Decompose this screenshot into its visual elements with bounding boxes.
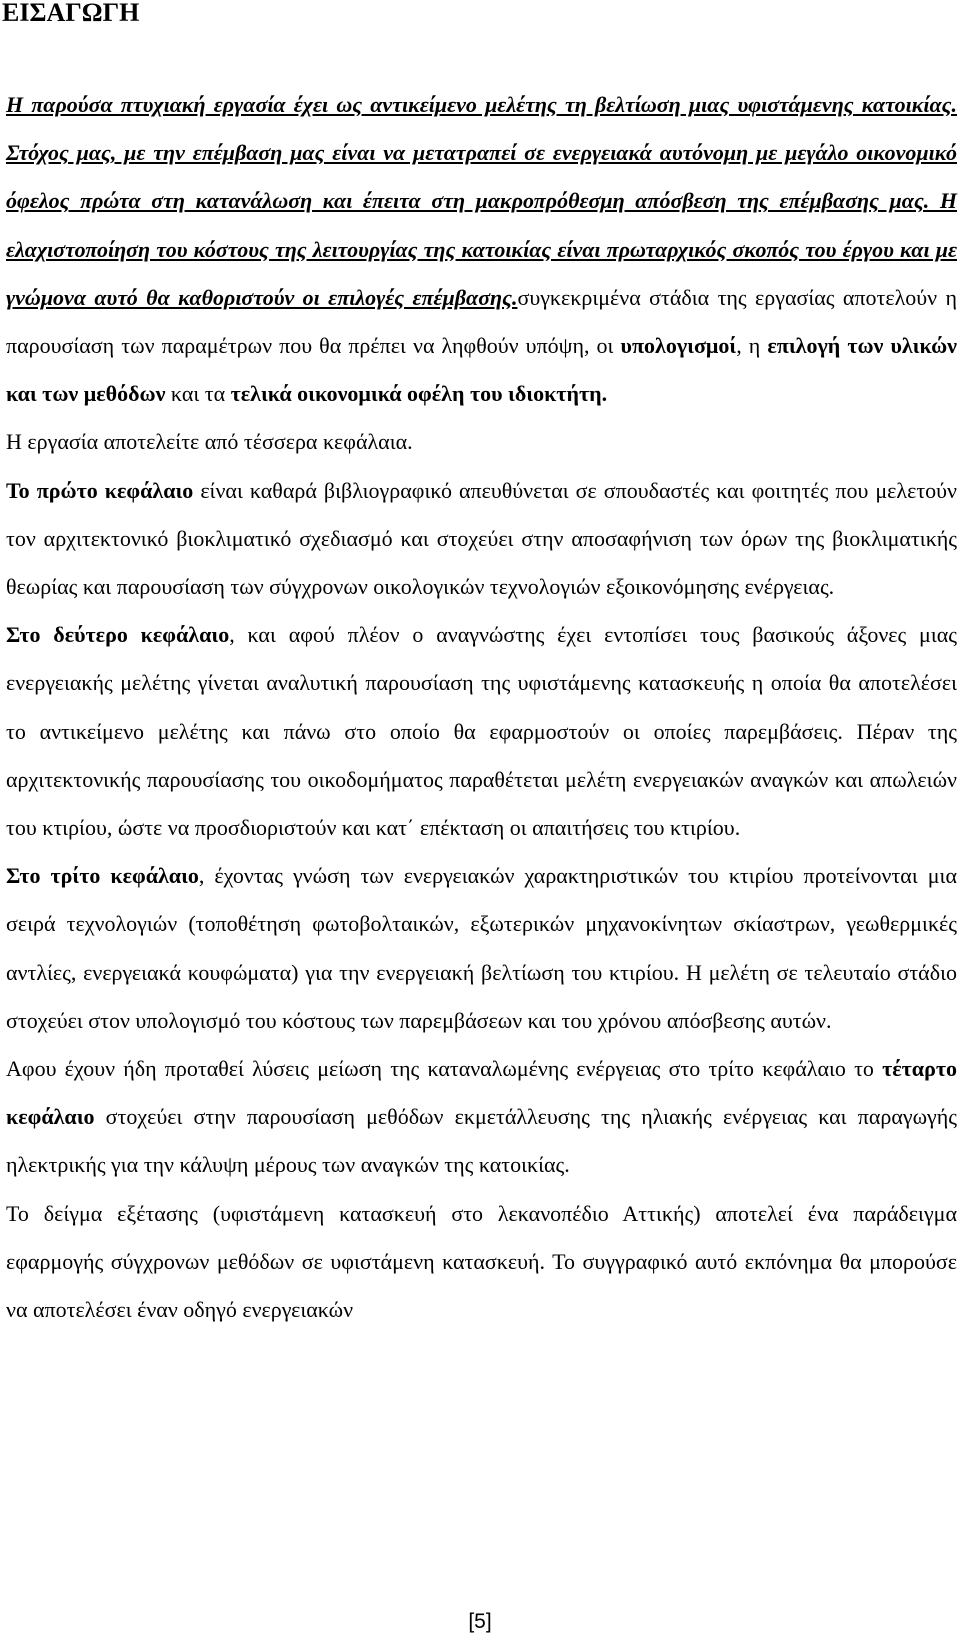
paragraph-structure: Η εργασία αποτελείτε από τέσσερα κεφάλαια. (6, 429, 413, 455)
page-number: [5] (468, 1610, 492, 1633)
chapter-4-text-a: Αφου έχουν ήδη προταθεί λύσεις μείωση της καταναλωμένης ενέργειας στο τρίτο κεφάλαιο το (6, 1056, 883, 1082)
chapter-2-heading: Στο δεύτερο κεφάλαιο (6, 622, 230, 648)
intro-bold-materials: επιλογή των υλικών και των μεθόδων (6, 333, 957, 407)
intro-bold-benefits: τελικά οικονομικά οφέλη του ιδιοκτήτη. (230, 381, 608, 407)
chapter-4-heading: τέταρτο κεφάλαιο (6, 1056, 957, 1130)
chapter-3-heading: Στο τρίτο κεφάλαιο (6, 863, 199, 889)
intro-text-e: και τα (165, 381, 231, 407)
chapter-3-text: , έχοντας γνώση των ενεργειακών χαρακτηριστικών του κτιρίου προτείνονται μια σειρά τεχνολογιών (τοποθέτηση φωτοβολταικών, εξωτερικών μηχανοκίνητων σκίαστρων, γεωθερμικές αντλίες, ενεργειακά κουφώματα) για την ενεργειακή βελτίωση του κτιρίου. Η μελέτη σε τελευταίο στάδιο στοχεύει στον υπολογισμό του κόστους των παρεμβάσεων και του χρόνου απόσβεσης αυτών. (6, 863, 957, 1033)
document-body (6, 81, 957, 1334)
intro-bold-calculations: υπολογισμοί (620, 333, 737, 359)
chapter-2-text: , και αφού πλέον ο αναγνώστης έχει εντοπίσει τους βασικούς άξονες μιας ενεργειακής μελέτης γίνεται αναλυτική παρουσίαση της υφιστάμενης κατασκευής η οποία θα αποτελέσει το αντικείμενο μελέτης και πάνω στο οποίο θα εφαρμοστούν οι οποίες παρεμβάσεις. Πέραν της αρχιτεκτονικής παρουσίασης του οικοδομήματος παραθέτεται μελέτη ενεργειακών αναγκών και απωλειών του κτιρίου, ώστε να προσδιοριστούν και κατ΄ επέκταση οι απαιτήσεις του κτιρίου. (6, 622, 957, 841)
paragraph-intro (6, 81, 957, 418)
paragraph-chapter-4 (6, 1045, 957, 1190)
page-title: ΕΙΣΑΓΩΓΗ (2, 0, 140, 27)
intro-text-a: συγκεκριμένα στάδια της εργασίας αποτελούν η παρουσίαση των παραμέτρων που θα πρέπει να ληφθούν υπόψη, οι (6, 284, 958, 359)
intro-text-c: , η (736, 333, 768, 359)
paragraph-sample: Το δείγμα εξέτασης (υφιστάμενη κατασκευή στο λεκανοπέδιο Αττικής) αποτελεί ένα παράδειγμα εφαρμογής σύγχρονων μεθόδων σε υφιστάμενη κατασκευή. Το συγγραφικό αυτό εκπόνημα θα μπορούσε να αποτελέσει έναν οδηγό ενεργειακών (6, 1200, 957, 1323)
chapter-1-text: είναι καθαρά βιβλιογραφικό απευθύνεται σε σπουδαστές και φοιτητές που μελετούν τον αρχιτεκτονικό βιοκλιματικό σχεδιασμό και στοχεύει στην αποσαφήνιση των όρων της βιοκλιματικής θεωρίας και παρουσίαση των σύγχρονων οικολογικών τεχνολογιών εξοικονόμησης ενέργειας. (6, 477, 958, 600)
paragraph-chapter-2 (6, 611, 957, 852)
chapter-4-text-b: στοχεύει στην παρουσίαση μεθόδων εκμετάλλευσης της ηλιακής ενέργειας και παραγωγής ηλεκτρικής για την κάλυψη μέρους των αναγκών της κατοικίας. (6, 1104, 957, 1178)
paragraph-chapter-1 (6, 467, 957, 612)
paragraph-chapter-3 (6, 852, 957, 1045)
intro-emphasis: Η παρούσα πτυχιακή εργασία έχει ως αντικείμενο μελέτης τη βελτίωση μιας υφιστάμενης κατοικίας. Στόχος μας, με την επέμβαση μας είναι να μετατραπεί σε ενεργειακά αυτόνομη με μεγάλο οικονομικό όφελος πρώτα στη κατανάλωση και έπειτα στη μακροπρόθεσμη απόσβεση της επέμβασης μας. Η ελαχιστοποίηση του κόστους της λειτουργίας της κατοικίας είναι πρωταρχικός σκοπός του έργου και με γνώμονα αυτό θα καθοριστούν οι επιλογές επέμβασης. (6, 92, 957, 310)
chapter-1-heading: Το πρώτο κεφάλαιο (6, 477, 194, 503)
